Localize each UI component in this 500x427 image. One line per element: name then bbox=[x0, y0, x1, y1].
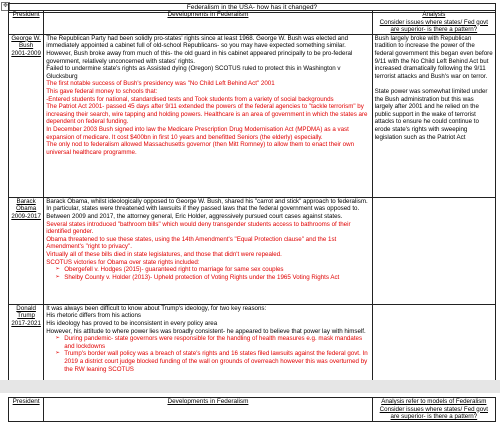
header-analysis-title: Analysis refer to models of Federalism bbox=[381, 398, 487, 405]
president-name: George W. Bush bbox=[11, 34, 41, 50]
document-page-2 bbox=[0, 393, 500, 427]
federalism-table bbox=[8, 10, 496, 396]
paragraph: Bush largely broke with Republican tradition to increase the power of the federal government this began even before 9/11 with the No Child Left Behind Act but increased dramatically following the 9/11 terrorist attacks and Bush's war on terror. bbox=[374, 34, 493, 80]
document-title: Federalism in the USA- how has it changed? bbox=[9, 4, 496, 13]
table-move-handle-icon[interactable]: ✥ bbox=[2, 3, 9, 9]
page-gap bbox=[0, 380, 500, 393]
header-president: President bbox=[9, 398, 44, 422]
president-name: Donald Trump bbox=[16, 304, 36, 320]
paragraph: The first notable success of Bush's presidency was "No Child Left Behind Act" 2001 bbox=[46, 80, 275, 88]
spacer bbox=[375, 80, 493, 88]
list-item: ➢ Trump's border wall policy was a breach of state's rights and 16 states filed lawsuits against the federal govt. In 2019 a district court judge blocked funding of the wall on grounds of overreach however this was overturned by the RW leaning SCOTUS bbox=[64, 350, 369, 373]
list bbox=[46, 266, 369, 281]
paragraph: It was always been difficult to know about Trump's ideology, for two key reasons: bbox=[46, 304, 267, 312]
paragraph: SCOTUS victories for Obama over state rights included: bbox=[46, 258, 200, 266]
president-years: 2001-2009 bbox=[11, 49, 41, 57]
paragraph: -Entered students for national, standardised tests and Took students from a variety of social backgrounds bbox=[46, 95, 334, 103]
president-cell bbox=[9, 34, 44, 197]
paragraph: Virtually all of these bills died in state legislatures, and those that didn't were repealed. bbox=[46, 250, 282, 258]
paragraph: The Patriot Act 2001- passed 45 days after 9/11 extended the powers of the federal agencies to "tackle terrorism" by increasing their search, wire tapping and holding powers. Healthcare is an area of government in which the states are dependent on federal funding. bbox=[46, 103, 368, 126]
header-analysis-title: Analysis bbox=[422, 11, 446, 18]
paragraph: Failed to undermine state's rights as Assisted dying (Oregon) SCOTUS ruled to protect this in Washington v Glucksburg bbox=[46, 65, 341, 80]
analysis-cell[interactable] bbox=[372, 34, 495, 197]
header-analysis bbox=[372, 398, 495, 422]
table-row-obama bbox=[9, 197, 496, 304]
paragraph: His rhetoric differs from his actions bbox=[46, 312, 142, 320]
paragraph: State power was somewhat limited under the Bush administration but this was largely after 2001 and he relied on the public support in the wake of terrorist attacks to ensure he could continue to erode state's rights with sweeping legislation such as the Patriot Act bbox=[374, 87, 488, 141]
president-years: 2017-2021 bbox=[11, 319, 41, 327]
paragraph: In December 2003 Bush signed into law the Medicare Prescription Drug Modernisation Act (MPDMA) as a vast expansion of medicare. It cost $400bn in first 10 years and benefitted Seniors (the elderly) especially. bbox=[46, 125, 349, 141]
president-cell bbox=[9, 197, 44, 304]
header-developments: Developments in Federalism bbox=[44, 398, 372, 422]
paragraph: Several states introduced "bathroom bills" which would deny transgender students access to bathrooms of their identified gender. bbox=[46, 220, 351, 236]
table-row-bush bbox=[9, 34, 496, 197]
federalism-table-2 bbox=[8, 397, 496, 422]
paragraph: However, his attitude to where power lies was broadly consistent- he appeared to believe that power lay with himself. bbox=[46, 327, 366, 335]
paragraph: Barack Obama, whilst ideologically opposed to George W. Bush, shared his "carrot and stick" approach to federalism. In particular, states were threatened with lawsuits if they passed laws that the federal government was opposed to. Between 2009 and 2017, the attorney general, Eric Holder, aggressively pursued court cases against states. bbox=[46, 197, 368, 220]
list-item: ➢ Obergefell v. Hodges (2015)- guaranteed right to marriage for same sex couples bbox=[64, 266, 369, 274]
list bbox=[46, 335, 369, 373]
header-row bbox=[9, 11, 496, 35]
header-developments: Developments in Federalism bbox=[44, 11, 372, 35]
list-item: ➢ Shelby County v. Holder (2013)- Upheld protection of Voting Rights under the 1965 Voting Rights Act bbox=[64, 274, 369, 282]
analysis-cell[interactable] bbox=[372, 197, 495, 304]
list-item: ➢ During pandemic- state governors were responsible for the handling of health measures e.g. mask mandates and lockdowns bbox=[64, 335, 369, 350]
developments-cell[interactable] bbox=[44, 197, 372, 304]
header-row bbox=[9, 398, 496, 422]
developments-cell[interactable] bbox=[44, 34, 372, 197]
paragraph: The only nod to federalism allowed Massachusetts governor (then Mitt Romney) to allow them to enact their own universal healthcare programme. bbox=[46, 141, 355, 156]
header-analysis-subtitle: Consider issues where states/ Fed govt are superior- is there a pattern? bbox=[379, 405, 488, 421]
header-analysis-subtitle: Consider issues where states/ Fed govt are superior- is there a pattern? bbox=[379, 18, 488, 34]
header-analysis bbox=[372, 11, 495, 35]
header-president: President bbox=[9, 11, 44, 35]
president-years: 2009-2017 bbox=[11, 212, 41, 220]
paragraph: His ideology has proved to be inconsistent in every policy area bbox=[46, 319, 218, 327]
president-name: Barack Obama bbox=[15, 197, 37, 213]
paragraph: The Republican Party had been solidly pro-states' rights since at least 1968. George W. Bush was elected and immediately appointed a cabinet full of old-school Republicans- so you may have expected something similar. However, Bush broke away from much of this- the old guard in his cabinet appeared principally to be pro-federal government, relatively unconcerned with states' rights. bbox=[46, 34, 353, 65]
paragraph: Obama threatened to sue these states, using the 14th Amendment's "Equal Protection clause" and the 1st Amendment's "right to privacy". bbox=[46, 235, 337, 251]
paragraph: This gave federal money to schools that: bbox=[46, 87, 158, 95]
